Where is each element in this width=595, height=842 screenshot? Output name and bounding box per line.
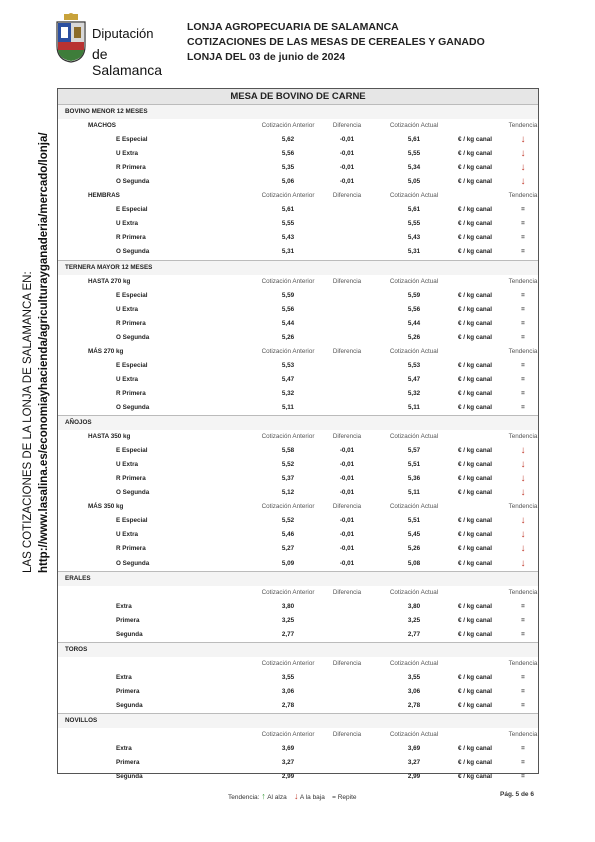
tendencia: = [521, 291, 525, 299]
cotizacion-actual: 2,99 [407, 773, 421, 781]
table-row [58, 217, 538, 231]
arrow-down-icon: ↓ [520, 557, 526, 569]
unit-label: € / kg canal [458, 447, 492, 455]
cotizacion-actual: 5,11 [408, 489, 420, 497]
header-cotizacion-actual: Cotización Actual [389, 192, 439, 200]
cotizacion-anterior: 5,56 [281, 305, 295, 313]
table-row [58, 359, 538, 373]
group-title: MACHOS [88, 122, 116, 130]
cotizacion-actual: 5,26 [407, 545, 421, 553]
table-row [58, 756, 538, 770]
tendencia: = [521, 220, 525, 228]
cotizacion-actual: 5,53 [407, 361, 421, 369]
table-row [58, 387, 538, 401]
header-cotizacion-anterior: Cotización Anterior [261, 731, 315, 739]
unit-label: € / kg canal [458, 333, 492, 341]
cotizacion-actual: 5,56 [407, 305, 421, 313]
table-row [58, 161, 538, 175]
arrow-down-icon: ↓ [520, 529, 526, 541]
unit-label: € / kg canal [458, 206, 492, 214]
table-row [58, 614, 538, 628]
category-label: Primera [116, 759, 140, 767]
unit-label: € / kg canal [458, 403, 492, 411]
cotizacion-actual: 3,25 [407, 616, 421, 624]
category-label: Extra [116, 745, 132, 753]
tendencia: = [521, 602, 525, 610]
table-row [58, 542, 538, 556]
header-tendencia: Tendencia [508, 503, 538, 511]
category-label: E Especial [116, 361, 148, 369]
cotizacion-anterior: 2,99 [281, 773, 295, 781]
cotizacion-actual: 3,55 [407, 673, 421, 681]
arrow-down-icon: ↓ [520, 162, 526, 174]
header-cotizacion-actual: Cotización Actual [389, 731, 439, 739]
section-title: ERALES [65, 574, 91, 582]
unit-label: € / kg canal [458, 475, 492, 483]
category-label: E Especial [116, 136, 148, 144]
table-row [58, 317, 538, 331]
group-header-row [58, 500, 538, 514]
table-row [58, 628, 538, 642]
arrow-down-icon: ↓ [293, 791, 299, 801]
header-cotizacion-anterior: Cotización Anterior [261, 192, 315, 200]
diferencia: -0,01 [339, 136, 355, 144]
group-header-row [58, 728, 538, 742]
group-header-row [58, 657, 538, 671]
category-label: U Extra [116, 531, 139, 539]
category-label: Extra [116, 602, 132, 610]
header-diferencia: Diferencia [332, 588, 362, 596]
arrow-down-icon: ↓ [520, 148, 526, 160]
page-number: Pág. 5 de 6 [500, 791, 534, 798]
cotizacion-anterior: 5,35 [281, 164, 295, 172]
unit-label: € / kg canal [458, 630, 492, 638]
group-title: MÁS 270 kg [88, 347, 124, 355]
cotizacion-actual: 5,26 [407, 333, 421, 341]
cotizacion-anterior: 5,06 [281, 178, 295, 186]
cotizacion-actual: 3,06 [407, 687, 421, 695]
diferencia: -0,01 [339, 489, 355, 497]
tendencia: = [521, 333, 525, 341]
group-title: HASTA 350 kg [88, 433, 131, 441]
group-header-row [58, 345, 538, 359]
legend-label: Tendencia: [228, 794, 260, 801]
cotizacion-actual: 5,44 [407, 319, 421, 327]
cotizacion-anterior: 5,58 [281, 447, 295, 455]
legend-a-la-baja: A la baja [299, 794, 325, 801]
table-row [58, 699, 538, 713]
header-cotizacion-anterior: Cotización Anterior [261, 122, 315, 130]
unit-label: € / kg canal [458, 389, 492, 397]
diferencia: -0,01 [339, 531, 355, 539]
vertical-side-note [20, 132, 52, 573]
header-cotizacion-anterior: Cotización Anterior [261, 347, 315, 355]
category-label: U Extra [116, 375, 139, 383]
document-header [187, 20, 485, 65]
table-row [58, 557, 538, 571]
category-label: U Extra [116, 220, 139, 228]
cotizacion-anterior: 3,55 [281, 673, 295, 681]
cotizacion-actual: 5,36 [407, 475, 421, 483]
category-label: Segunda [116, 773, 143, 781]
cotizacion-anterior: 5,43 [281, 234, 295, 242]
section-row [58, 260, 538, 275]
category-label: U Extra [116, 305, 139, 313]
section-row [58, 642, 538, 657]
category-label: O Segunda [116, 489, 150, 497]
category-label: R Primera [116, 475, 146, 483]
category-label: O Segunda [116, 333, 150, 341]
unit-label: € / kg canal [458, 701, 492, 709]
unit-label: € / kg canal [458, 673, 492, 681]
side-note-url[interactable]: http://www.lasalina.es/economiayhacienda/agriculturayganaderia/mercado/lonja/ [38, 132, 50, 573]
arrow-down-icon: ↓ [520, 543, 526, 555]
group-title: HASTA 270 kg [88, 277, 131, 285]
unit-label: € / kg canal [458, 305, 492, 313]
unit-label: € / kg canal [458, 545, 492, 553]
table-row [58, 245, 538, 259]
category-label: R Primera [116, 545, 146, 553]
cotizacion-actual: 5,32 [407, 389, 421, 397]
category-label: Segunda [116, 701, 143, 709]
cotizacion-anterior: 5,31 [281, 248, 295, 256]
cotizacion-anterior: 5,12 [281, 489, 295, 497]
diferencia: -0,01 [339, 447, 355, 455]
section-title: NOVILLOS [65, 717, 98, 725]
table-row [58, 742, 538, 756]
category-label: Segunda [116, 630, 143, 638]
group-header-row [58, 430, 538, 444]
table-row [58, 289, 538, 303]
header-title-1: LONJA AGROPECUARIA DE SALAMANCA [187, 21, 399, 33]
category-label: R Primera [116, 389, 146, 397]
table-row [58, 231, 538, 245]
table-row [58, 373, 538, 387]
cotizacion-actual: 5,43 [407, 234, 421, 242]
header-diferencia: Diferencia [332, 433, 362, 441]
unit-label: € / kg canal [458, 178, 492, 186]
header-tendencia: Tendencia [508, 659, 538, 667]
section-row [58, 104, 538, 119]
cotizacion-anterior: 5,26 [281, 333, 295, 341]
cotizacion-anterior: 3,69 [281, 745, 295, 753]
cotizacion-actual: 5,31 [407, 248, 421, 256]
category-label: R Primera [116, 319, 146, 327]
header-diferencia: Diferencia [332, 659, 362, 667]
cotizacion-actual: 5,51 [407, 461, 421, 469]
tendencia: = [521, 701, 525, 709]
header-diferencia: Diferencia [332, 503, 362, 511]
cotizacion-anterior: 5,32 [281, 389, 295, 397]
cotizacion-actual: 5,47 [407, 375, 421, 383]
tendencia: = [521, 319, 525, 327]
section-row [58, 713, 538, 728]
table-row [58, 203, 538, 217]
category-label: Primera [116, 687, 140, 695]
header-tendencia: Tendencia [508, 277, 538, 285]
category-label: U Extra [116, 150, 139, 158]
unit-label: € / kg canal [458, 150, 492, 158]
category-label: O Segunda [116, 403, 150, 411]
unit-label: € / kg canal [458, 687, 492, 695]
cotizacion-anterior: 5,09 [281, 559, 295, 567]
category-label: Primera [116, 616, 140, 624]
header-title-2: COTIZACIONES DE LAS MESAS DE CEREALES Y GANADO [187, 36, 485, 48]
cotizacion-actual: 5,45 [407, 531, 421, 539]
cotizacion-anterior: 5,55 [281, 220, 295, 228]
cotizacion-anterior: 3,06 [281, 687, 295, 695]
cotizacion-actual: 5,55 [407, 220, 421, 228]
cotizacion-anterior: 5,52 [281, 461, 295, 469]
category-label: R Primera [116, 164, 146, 172]
price-table [58, 104, 538, 784]
cotizacion-actual: 5,51 [407, 517, 421, 525]
cotizacion-actual: 5,34 [407, 164, 421, 172]
table-row [58, 528, 538, 542]
diferencia: -0,01 [339, 475, 355, 483]
cotizacion-anterior: 5,52 [281, 517, 295, 525]
header-cotizacion-actual: Cotización Actual [389, 433, 439, 441]
table-row [58, 472, 538, 486]
cotizacion-actual: 2,78 [407, 701, 421, 709]
cotizacion-actual: 5,08 [407, 559, 421, 567]
tendencia: = [521, 234, 525, 242]
cotizacion-actual: 5,55 [407, 150, 421, 158]
table-row [58, 600, 538, 614]
group-header-row [58, 189, 538, 203]
section-row [58, 571, 538, 586]
unit-label: € / kg canal [458, 164, 492, 172]
table-row [58, 401, 538, 415]
table-row [58, 770, 538, 784]
table-row [58, 303, 538, 317]
unit-label: € / kg canal [458, 361, 492, 369]
table-row [58, 147, 538, 161]
tendencia: = [521, 773, 525, 781]
header-tendencia: Tendencia [508, 588, 538, 596]
header-cotizacion-actual: Cotización Actual [389, 122, 439, 130]
cotizacion-anterior: 2,78 [281, 701, 295, 709]
arrow-down-icon: ↓ [520, 487, 526, 499]
header-tendencia: Tendencia [508, 122, 538, 130]
unit-label: € / kg canal [458, 220, 492, 228]
category-label: O Segunda [116, 559, 150, 567]
header-cotizacion-anterior: Cotización Anterior [261, 588, 315, 596]
unit-label: € / kg canal [458, 559, 492, 567]
cotizacion-actual: 3,80 [407, 602, 421, 610]
cotizacion-anterior: 5,27 [281, 545, 295, 553]
tendencia: = [521, 630, 525, 638]
header-cotizacion-actual: Cotización Actual [389, 503, 439, 511]
header-cotizacion-actual: Cotización Actual [389, 277, 439, 285]
tendencia: = [521, 673, 525, 681]
coat-of-arms-icon [54, 12, 88, 64]
unit-label: € / kg canal [458, 773, 492, 781]
section-row [58, 415, 538, 430]
group-title: MÁS 350 kg [88, 503, 124, 511]
header-cotizacion-actual: Cotización Actual [389, 588, 439, 596]
table-row [58, 685, 538, 699]
header-cotizacion-anterior: Cotización Anterior [261, 503, 315, 511]
cotizacion-anterior: 5,46 [281, 531, 295, 539]
diputacion-logo [54, 12, 174, 78]
category-label: E Especial [116, 447, 148, 455]
diferencia: -0,01 [339, 517, 355, 525]
org-name-line2: de Salamanca [92, 46, 163, 78]
cotizacion-anterior: 5,37 [281, 475, 295, 483]
tendencia: = [521, 616, 525, 624]
header-diferencia: Diferencia [332, 192, 362, 200]
diferencia: -0,01 [339, 545, 355, 553]
category-label: E Especial [116, 517, 148, 525]
table-row [58, 458, 538, 472]
cotizacion-anterior: 3,27 [281, 759, 295, 767]
cotizacion-anterior: 5,61 [281, 206, 295, 214]
cotizacion-actual: 5,57 [407, 447, 421, 455]
unit-label: € / kg canal [458, 616, 492, 624]
header-cotizacion-anterior: Cotización Anterior [261, 659, 315, 667]
tendencia: = [521, 745, 525, 753]
legend-al-alza: Al alza [267, 794, 287, 801]
tendencia: = [521, 403, 525, 411]
group-header-row [58, 119, 538, 133]
tendencia: = [521, 248, 525, 256]
arrow-down-icon: ↓ [520, 515, 526, 527]
mesa-title: MESA DE BOVINO DE CARNE [58, 89, 538, 105]
tendencia: = [521, 305, 525, 313]
unit-label: € / kg canal [458, 234, 492, 242]
cotizacion-anterior: 5,47 [281, 375, 295, 383]
diferencia: -0,01 [339, 164, 355, 172]
section-title: AÑOJOS [65, 419, 92, 427]
header-cotizacion-actual: Cotización Actual [389, 659, 439, 667]
category-label: E Especial [116, 206, 148, 214]
cotizacion-actual: 2,77 [407, 630, 421, 638]
header-diferencia: Diferencia [332, 122, 362, 130]
tendencia: = [521, 759, 525, 767]
group-title: HEMBRAS [88, 192, 120, 200]
cotizacion-anterior: 5,56 [281, 150, 295, 158]
unit-label: € / kg canal [458, 745, 492, 753]
table-row [58, 133, 538, 147]
unit-label: € / kg canal [458, 517, 492, 525]
tendencia: = [521, 389, 525, 397]
cotizacion-actual: 5,05 [407, 178, 421, 186]
header-tendencia: Tendencia [508, 433, 538, 441]
category-label: Extra [116, 673, 132, 681]
diferencia: -0,01 [339, 559, 355, 567]
cotizacion-anterior: 5,53 [281, 361, 295, 369]
tendencia: = [521, 375, 525, 383]
unit-label: € / kg canal [458, 489, 492, 497]
header-cotizacion-actual: Cotización Actual [389, 347, 439, 355]
header-cotizacion-anterior: Cotización Anterior [261, 433, 315, 441]
unit-label: € / kg canal [458, 136, 492, 144]
unit-label: € / kg canal [458, 531, 492, 539]
arrow-down-icon: ↓ [520, 459, 526, 471]
unit-label: € / kg canal [458, 602, 492, 610]
arrow-up-icon: ↑ [261, 791, 266, 801]
org-name-line1: Diputación [92, 26, 154, 41]
unit-label: € / kg canal [458, 248, 492, 256]
header-tendencia: Tendencia [508, 731, 538, 739]
table-row [58, 175, 538, 189]
cotizacion-actual: 5,11 [408, 403, 420, 411]
arrow-down-icon: ↓ [520, 473, 526, 485]
section-title: TOROS [65, 645, 88, 653]
category-label: O Segunda [116, 178, 150, 186]
header-tendencia: Tendencia [508, 347, 538, 355]
cotizacion-anterior: 5,59 [281, 291, 295, 299]
unit-label: € / kg canal [458, 319, 492, 327]
unit-label: € / kg canal [458, 759, 492, 767]
group-header-row [58, 275, 538, 289]
cotizacion-actual: 5,59 [407, 291, 421, 299]
table-row [58, 514, 538, 528]
tendencia: = [521, 361, 525, 369]
category-label: O Segunda [116, 248, 150, 256]
category-label: U Extra [116, 461, 139, 469]
tendencia: = [521, 687, 525, 695]
table-row [58, 331, 538, 345]
arrow-down-icon: ↓ [520, 134, 526, 146]
cotizacion-actual: 5,61 [407, 136, 421, 144]
tendencia: = [521, 206, 525, 214]
table-row [58, 486, 538, 500]
unit-label: € / kg canal [458, 291, 492, 299]
section-title: TERNERA MAYOR 12 MESES [65, 263, 153, 271]
category-label: R Primera [116, 234, 146, 242]
header-diferencia: Diferencia [332, 347, 362, 355]
table-row [58, 671, 538, 685]
header-diferencia: Diferencia [332, 731, 362, 739]
cotizacion-anterior: 5,62 [281, 136, 295, 144]
header-title-3: LONJA DEL 03 de junio de 2024 [187, 51, 346, 63]
table-row [58, 444, 538, 458]
cotizacion-anterior: 5,11 [282, 403, 294, 411]
diferencia: -0,01 [339, 150, 355, 158]
header-tendencia: Tendencia [508, 192, 538, 200]
cotizacion-anterior: 5,44 [281, 319, 295, 327]
side-note-text: LAS COTIZACIONES DE LA LONJA DE SALAMANCA EN: [22, 271, 34, 573]
cotizacion-anterior: 3,25 [281, 616, 295, 624]
cotizacion-actual: 5,61 [407, 206, 421, 214]
category-label: E Especial [116, 291, 148, 299]
header-cotizacion-anterior: Cotización Anterior [261, 277, 315, 285]
cotizacion-actual: 3,69 [407, 745, 421, 753]
cotizacion-anterior: 2,77 [281, 630, 295, 638]
section-title: BOVINO MENOR 12 MESES [65, 108, 148, 115]
group-header-row [58, 586, 538, 600]
cotizacion-actual: 3,27 [407, 759, 421, 767]
arrow-down-icon: ↓ [520, 445, 526, 457]
unit-label: € / kg canal [458, 461, 492, 469]
diferencia: -0,01 [339, 461, 355, 469]
diferencia: -0,01 [339, 178, 355, 186]
cotizacion-anterior: 3,80 [281, 602, 295, 610]
legend-repite: = Repite [332, 794, 357, 801]
footer-legend [228, 791, 357, 801]
arrow-down-icon: ↓ [520, 176, 526, 188]
unit-label: € / kg canal [458, 375, 492, 383]
header-diferencia: Diferencia [332, 277, 362, 285]
